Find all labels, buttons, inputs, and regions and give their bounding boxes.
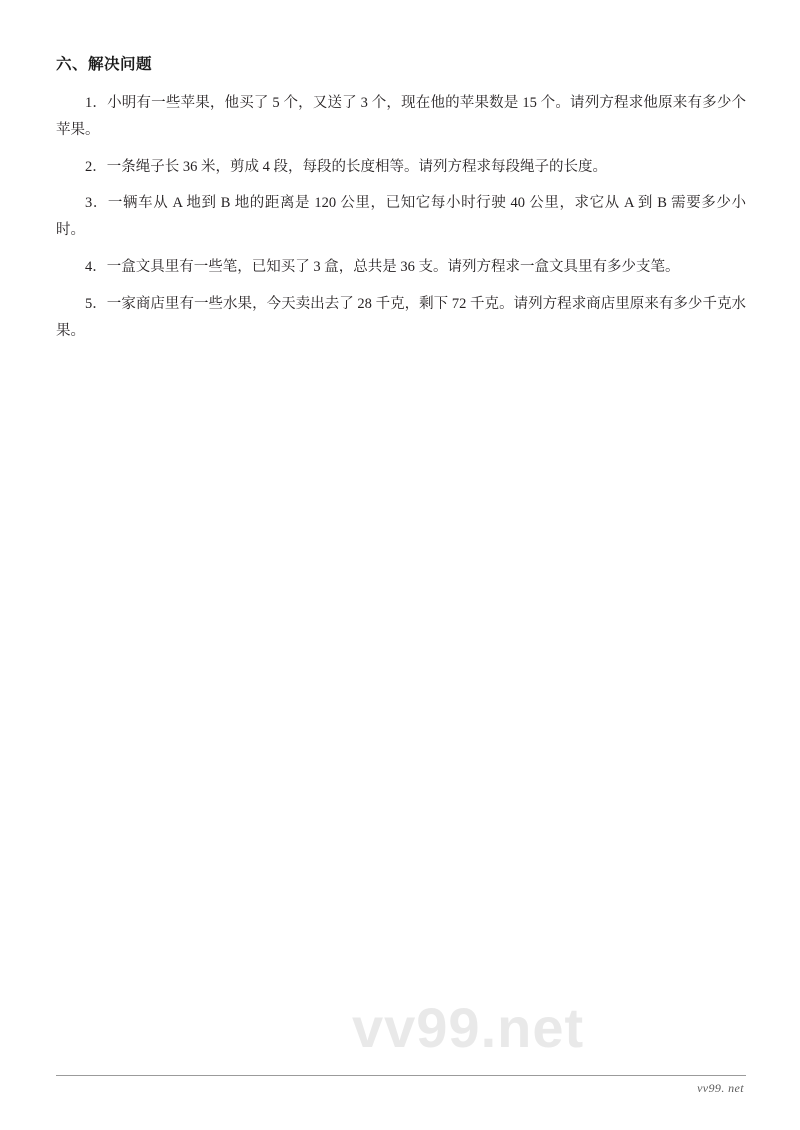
document-content — [56, 52, 746, 355]
footer-divider — [56, 1075, 746, 1076]
problem-item: 4．一盒文具里有一些笔，已知买了 3 盒，总共是 36 支。请列方程求一盒文具里有多少支笔。 — [85, 259, 680, 276]
footer-label: vv99. net — [697, 1081, 744, 1095]
problem-item: 5．一家商店里有一些水果，今天卖出去了 28 千克，剩下 72 千克。请列方程求商店里原来有多少千克水果。 — [56, 295, 746, 339]
watermark: vv99.net — [352, 996, 585, 1059]
problem-item: 3．一辆车从 A 地到 B 地的距离是 120 公里，已知它每小时行驶 40 公里，求它从 A 到 B 需要多少小时。 — [56, 195, 746, 239]
section-title: 六、解决问题 — [56, 56, 153, 73]
problem-item: 1．小明有一些苹果，他买了 5 个，又送了 3 个，现在他的苹果数是 15 个。请列方程求他原来有多少个苹果。 — [56, 95, 746, 138]
problem-item: 2．一条绳子长 36 米，剪成 4 段，每段的长度相等。请列方程求每段绳子的长度。 — [85, 158, 607, 175]
